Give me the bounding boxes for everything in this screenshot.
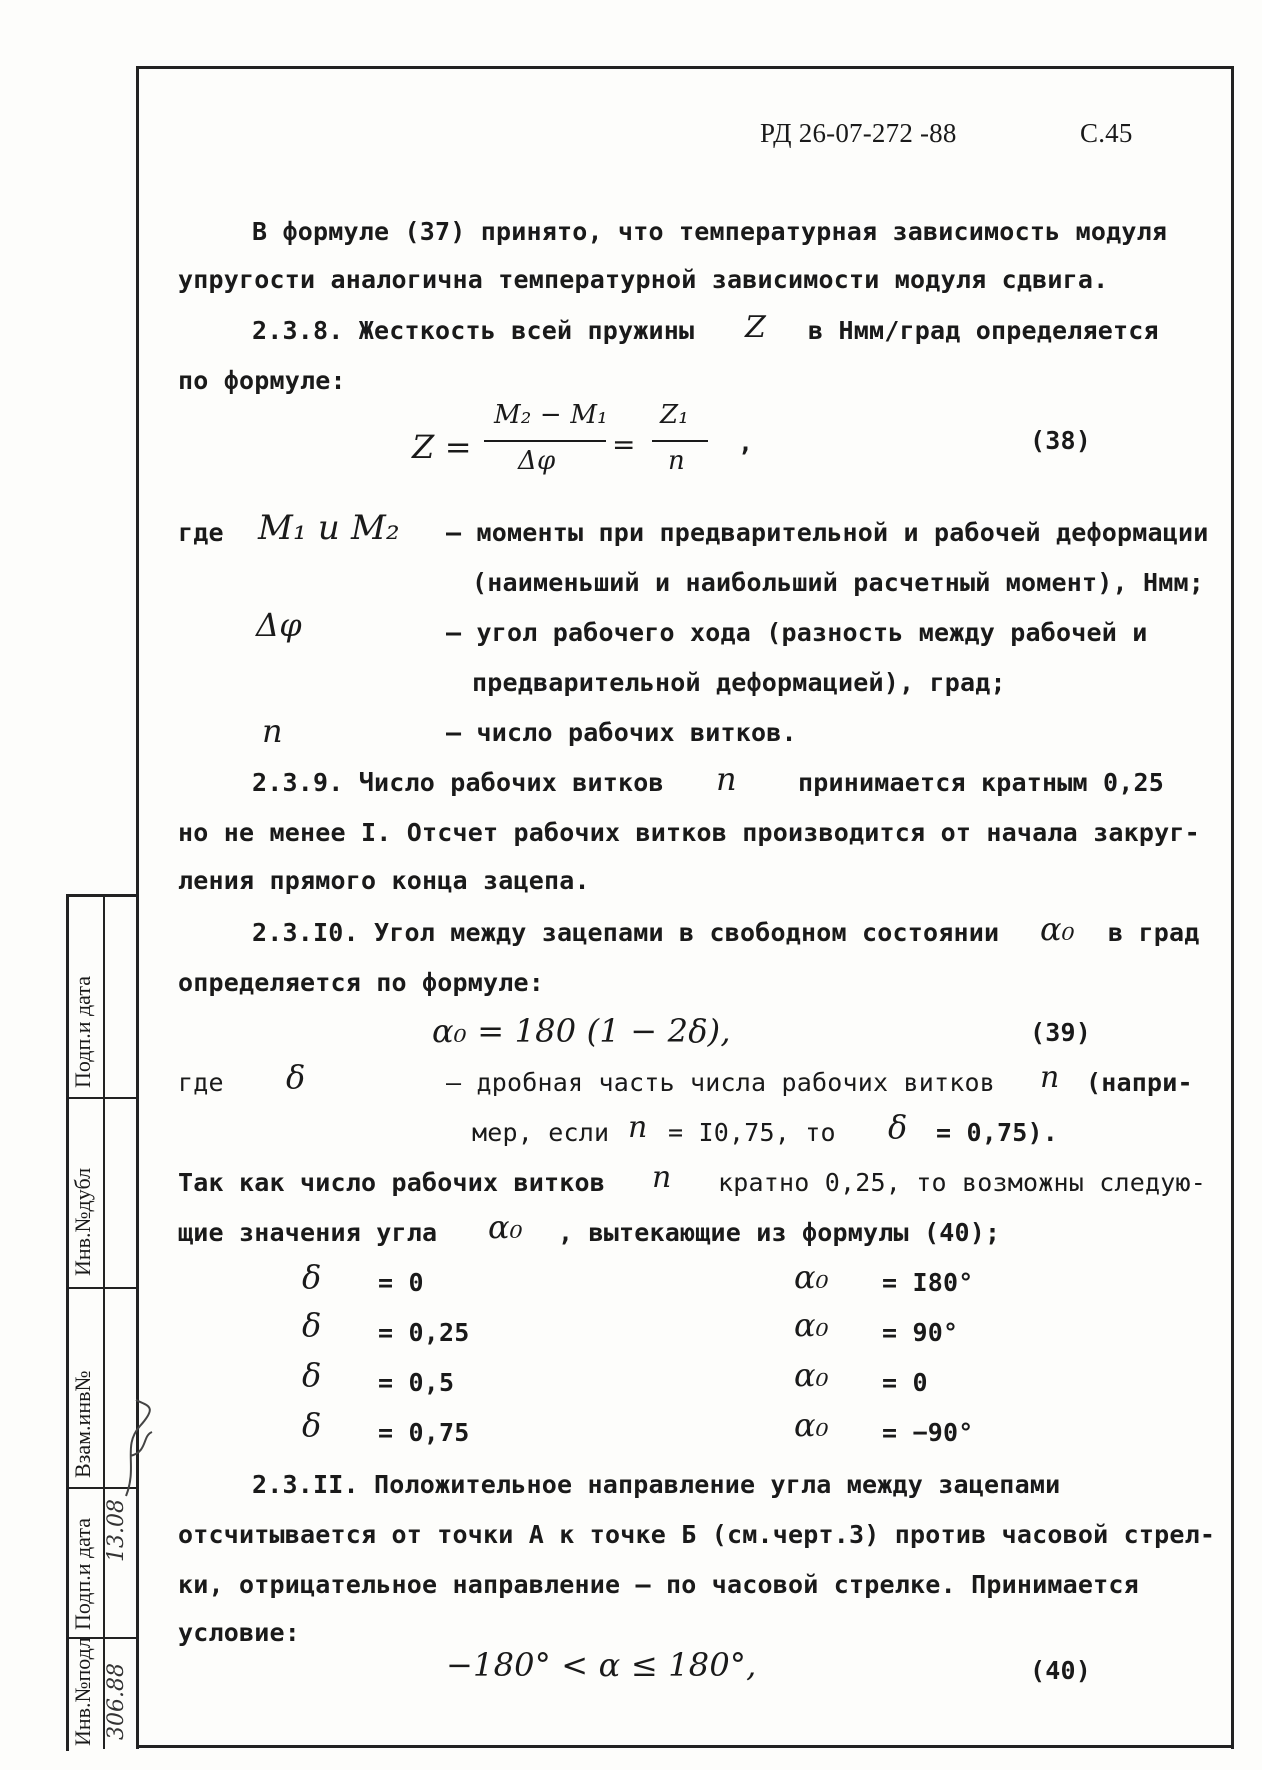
eq38-num1: M₂ − M₁ [494, 400, 608, 430]
p5-line2a: щие значения угла [178, 1218, 438, 1247]
eq38-equals: = [612, 428, 636, 461]
stamp-label-dup-inv: Инв.№дубл [70, 1167, 95, 1276]
p3-line1a: 2.3.9. Число рабочих витков [252, 768, 664, 797]
table-row-2-alpha-value: = 90° [882, 1318, 959, 1347]
page-frame-bottom [136, 1745, 1231, 1748]
stamp-handwritten-date: 13.08 [104, 1499, 129, 1562]
def-delta-line1a: – дробная часть числа рабочих витков [446, 1068, 996, 1097]
table-row-4-alpha-value: = −90° [882, 1418, 974, 1447]
doc-code: РД 26-07-272 -88 [760, 118, 957, 148]
table-row-3-alpha-value: = 0 [882, 1368, 928, 1397]
def-delta-line2c: = 0,75). [936, 1118, 1059, 1147]
def-n: – число рабочих витков. [446, 718, 797, 747]
stamp-handwritten-inv-no: 306.88 [104, 1663, 129, 1740]
table-row-3-delta-value: = 0,5 [378, 1368, 455, 1397]
where-label-2: где [178, 1068, 224, 1097]
p3-line1b: принимается кратным 0,25 [798, 768, 1165, 797]
def-delta-line2-delta: δ [888, 1108, 908, 1146]
symbol-n: n [262, 712, 283, 750]
where-label-1: где [178, 518, 224, 547]
p3-symbol: n [716, 760, 737, 798]
p5-line1a: Так как число рабочих витков [178, 1168, 606, 1197]
def-m-line2: (наименьший и наибольший расчетный момент), Нмм; [472, 568, 1205, 597]
p2-line1b: в Нмм/град определяется [808, 316, 1159, 345]
p2-line2: по формуле: [178, 366, 346, 395]
table-row-1-delta: δ [302, 1258, 322, 1296]
stamp-label-sign-date-1: Подп.и дата [70, 975, 95, 1088]
def-dphi-line1: – угол рабочего хода (разность между рабочей и [446, 618, 1148, 647]
symbol-delta: δ [286, 1058, 306, 1096]
eq38-fraction-bar1 [484, 440, 606, 442]
def-m-line1: – моменты при предварительной и рабочей деформации [446, 518, 1209, 547]
p4-line2: определяется по формуле: [178, 968, 545, 997]
p6-line3: ки, отрицательное направление – по часовой стрелке. Принимается [178, 1570, 1139, 1599]
p5-line2b: , вытекающие из формулы (40); [558, 1218, 1001, 1247]
def-delta-line2-n: n [628, 1110, 648, 1145]
table-row-1-alpha: α₀ [794, 1258, 829, 1296]
eq38-number: (38) [1030, 426, 1092, 455]
def-delta-line2a: мер, если [472, 1118, 610, 1147]
p2-symbol: Z [745, 310, 767, 345]
def-delta-line2b: = I0,75, то [668, 1118, 836, 1147]
table-row-1-delta-value: = 0 [378, 1268, 424, 1297]
stamp-label-sign-date-2: Подп.и дата [70, 1517, 95, 1630]
eq40-number: (40) [1030, 1656, 1092, 1685]
table-row-2-delta: δ [302, 1306, 322, 1344]
eq40-expression: −180° < α ≤ 180°, [446, 1646, 757, 1684]
p5-line1b: кратно 0,25, то возможны следую- [718, 1168, 1207, 1197]
p4-line1a: 2.3.I0. Угол между зацепами в свободном состоянии [252, 918, 1000, 947]
p4-symbol: α₀ [1040, 910, 1075, 948]
eq39-number: (39) [1030, 1018, 1092, 1047]
p3-line2: но не менее I. Отсчет рабочих витков производится от начала закруг- [178, 818, 1200, 847]
eq38-num2: Z₁ [660, 400, 689, 430]
table-row-1-alpha-value: = I80° [882, 1268, 974, 1297]
p6-line4: условие: [178, 1618, 301, 1647]
p3-line3: ления прямого конца зацепа. [178, 866, 590, 895]
signature-mark [118, 1396, 158, 1506]
eq39-expression: α₀ = 180 (1 − 2δ), [432, 1012, 731, 1050]
table-row-4-delta-value: = 0,75 [378, 1418, 470, 1447]
stamp-label-orig-inv: Инв.№подл [70, 1637, 95, 1746]
eq38-den1: Δφ [518, 446, 556, 476]
p1-line2: упругости аналогична температурной зависимости модуля сдвига. [178, 265, 1109, 294]
symbol-dphi: Δφ [256, 606, 302, 644]
page-number: С.45 [1080, 118, 1133, 148]
def-delta-symbol: n [1040, 1060, 1060, 1095]
p6-line1: 2.3.II. Положительное направление угла между зацепами [252, 1470, 1061, 1499]
table-row-2-alpha: α₀ [794, 1306, 829, 1344]
def-delta-line1b: (напри- [1086, 1068, 1193, 1097]
table-row-2-delta-value: = 0,25 [378, 1318, 470, 1347]
eq38-lhs: Z = [412, 428, 472, 466]
symbol-m1-m2: M₁ и M₂ [258, 508, 400, 548]
p4-line1b: в град [1108, 918, 1200, 947]
p5-line2-symbol: α₀ [488, 1208, 523, 1246]
def-dphi-line2: предварительной деформацией), град; [472, 668, 1006, 697]
table-row-4-delta: δ [302, 1406, 322, 1444]
p2-line1a: 2.3.8. Жесткость всей пружины [252, 316, 695, 345]
p5-symbol: n [652, 1160, 672, 1195]
eq38-comma: , [738, 428, 754, 457]
table-row-3-delta: δ [302, 1356, 322, 1394]
stamp-label-replace-inv: Взам.инв№ [70, 1370, 95, 1478]
eq38-fraction-bar2 [652, 440, 708, 442]
p1-line1: В формуле (37) принято, что температурная зависимость модуля [252, 217, 1168, 246]
eq38-den2: n [668, 446, 685, 476]
table-row-3-alpha: α₀ [794, 1356, 829, 1394]
p6-line2: отсчитывается от точки А к точке Б (см.черт.3) против часовой стрел- [178, 1520, 1216, 1549]
table-row-4-alpha: α₀ [794, 1406, 829, 1444]
